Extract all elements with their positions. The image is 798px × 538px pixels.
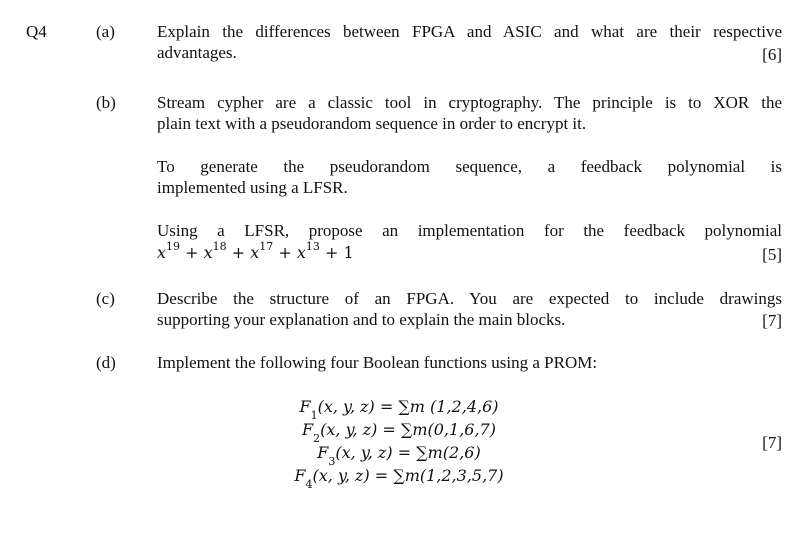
- part-d-marks: [7]: [762, 433, 782, 452]
- boolean-functions: [0, 396, 798, 492]
- part-b-p3-line-1: Using a LFSR, propose an implementation for the feedback polynomial: [157, 221, 782, 240]
- part-b-p2-line-2: implemented using a LFSR.: [157, 178, 348, 197]
- question-number: Q4: [26, 22, 47, 41]
- part-c-text: [157, 288, 782, 330]
- function-f2: $F_2(x$, y, z) = ∑m(0,1,6,7): [302, 420, 496, 446]
- part-b-p1-line-1: Stream cypher are a classic tool in cryptography. The principle is to XOR the: [157, 93, 782, 112]
- part-a-label: (a): [96, 22, 115, 41]
- part-d-intro: Implement the following four Boolean functions using a PROM:: [157, 353, 598, 372]
- part-a-line-2: advantages.: [157, 43, 237, 62]
- part-b-p2-line-1: To generate the pseudorandom sequence, a feedback polynomial is: [157, 157, 782, 176]
- function-f4: $F_4(x$, y, z) = ∑m(1,2,3,5,7): [294, 466, 504, 492]
- part-c-line-1: Describe the structure of an FPGA. You are expected to include drawings: [157, 289, 782, 308]
- feedback-polynomial: $x^{19} + x^{18} + x^{17} + x^{13} + 1$: [157, 239, 354, 262]
- part-c-label: (c): [96, 289, 115, 308]
- part-b-paragraph-1: [157, 92, 782, 134]
- part-b-marks: [5]: [762, 245, 782, 264]
- part-a-line-1: Explain the differences between FPGA and ASIC and what are their respective: [157, 22, 782, 41]
- part-d-label: (d): [96, 353, 116, 372]
- part-c-line-2: supporting your explanation and to explain the main blocks.: [157, 310, 566, 329]
- part-b-paragraph-2: [157, 156, 782, 198]
- part-a-text: [157, 21, 782, 63]
- function-f1: $F_1(x$, y, z) = ∑m (1,2,4,6): [299, 397, 499, 423]
- part-a-marks: [6]: [762, 45, 782, 64]
- part-c-marks: [7]: [762, 311, 782, 330]
- function-f3: $F_3(x$, y, z) = ∑m(2,6): [317, 443, 481, 469]
- part-b-p1-line-2: plain text with a pseudorandom sequence in order to encrypt it.: [157, 114, 587, 133]
- part-b-paragraph-3: [157, 220, 782, 241]
- part-b-label: (b): [96, 93, 116, 112]
